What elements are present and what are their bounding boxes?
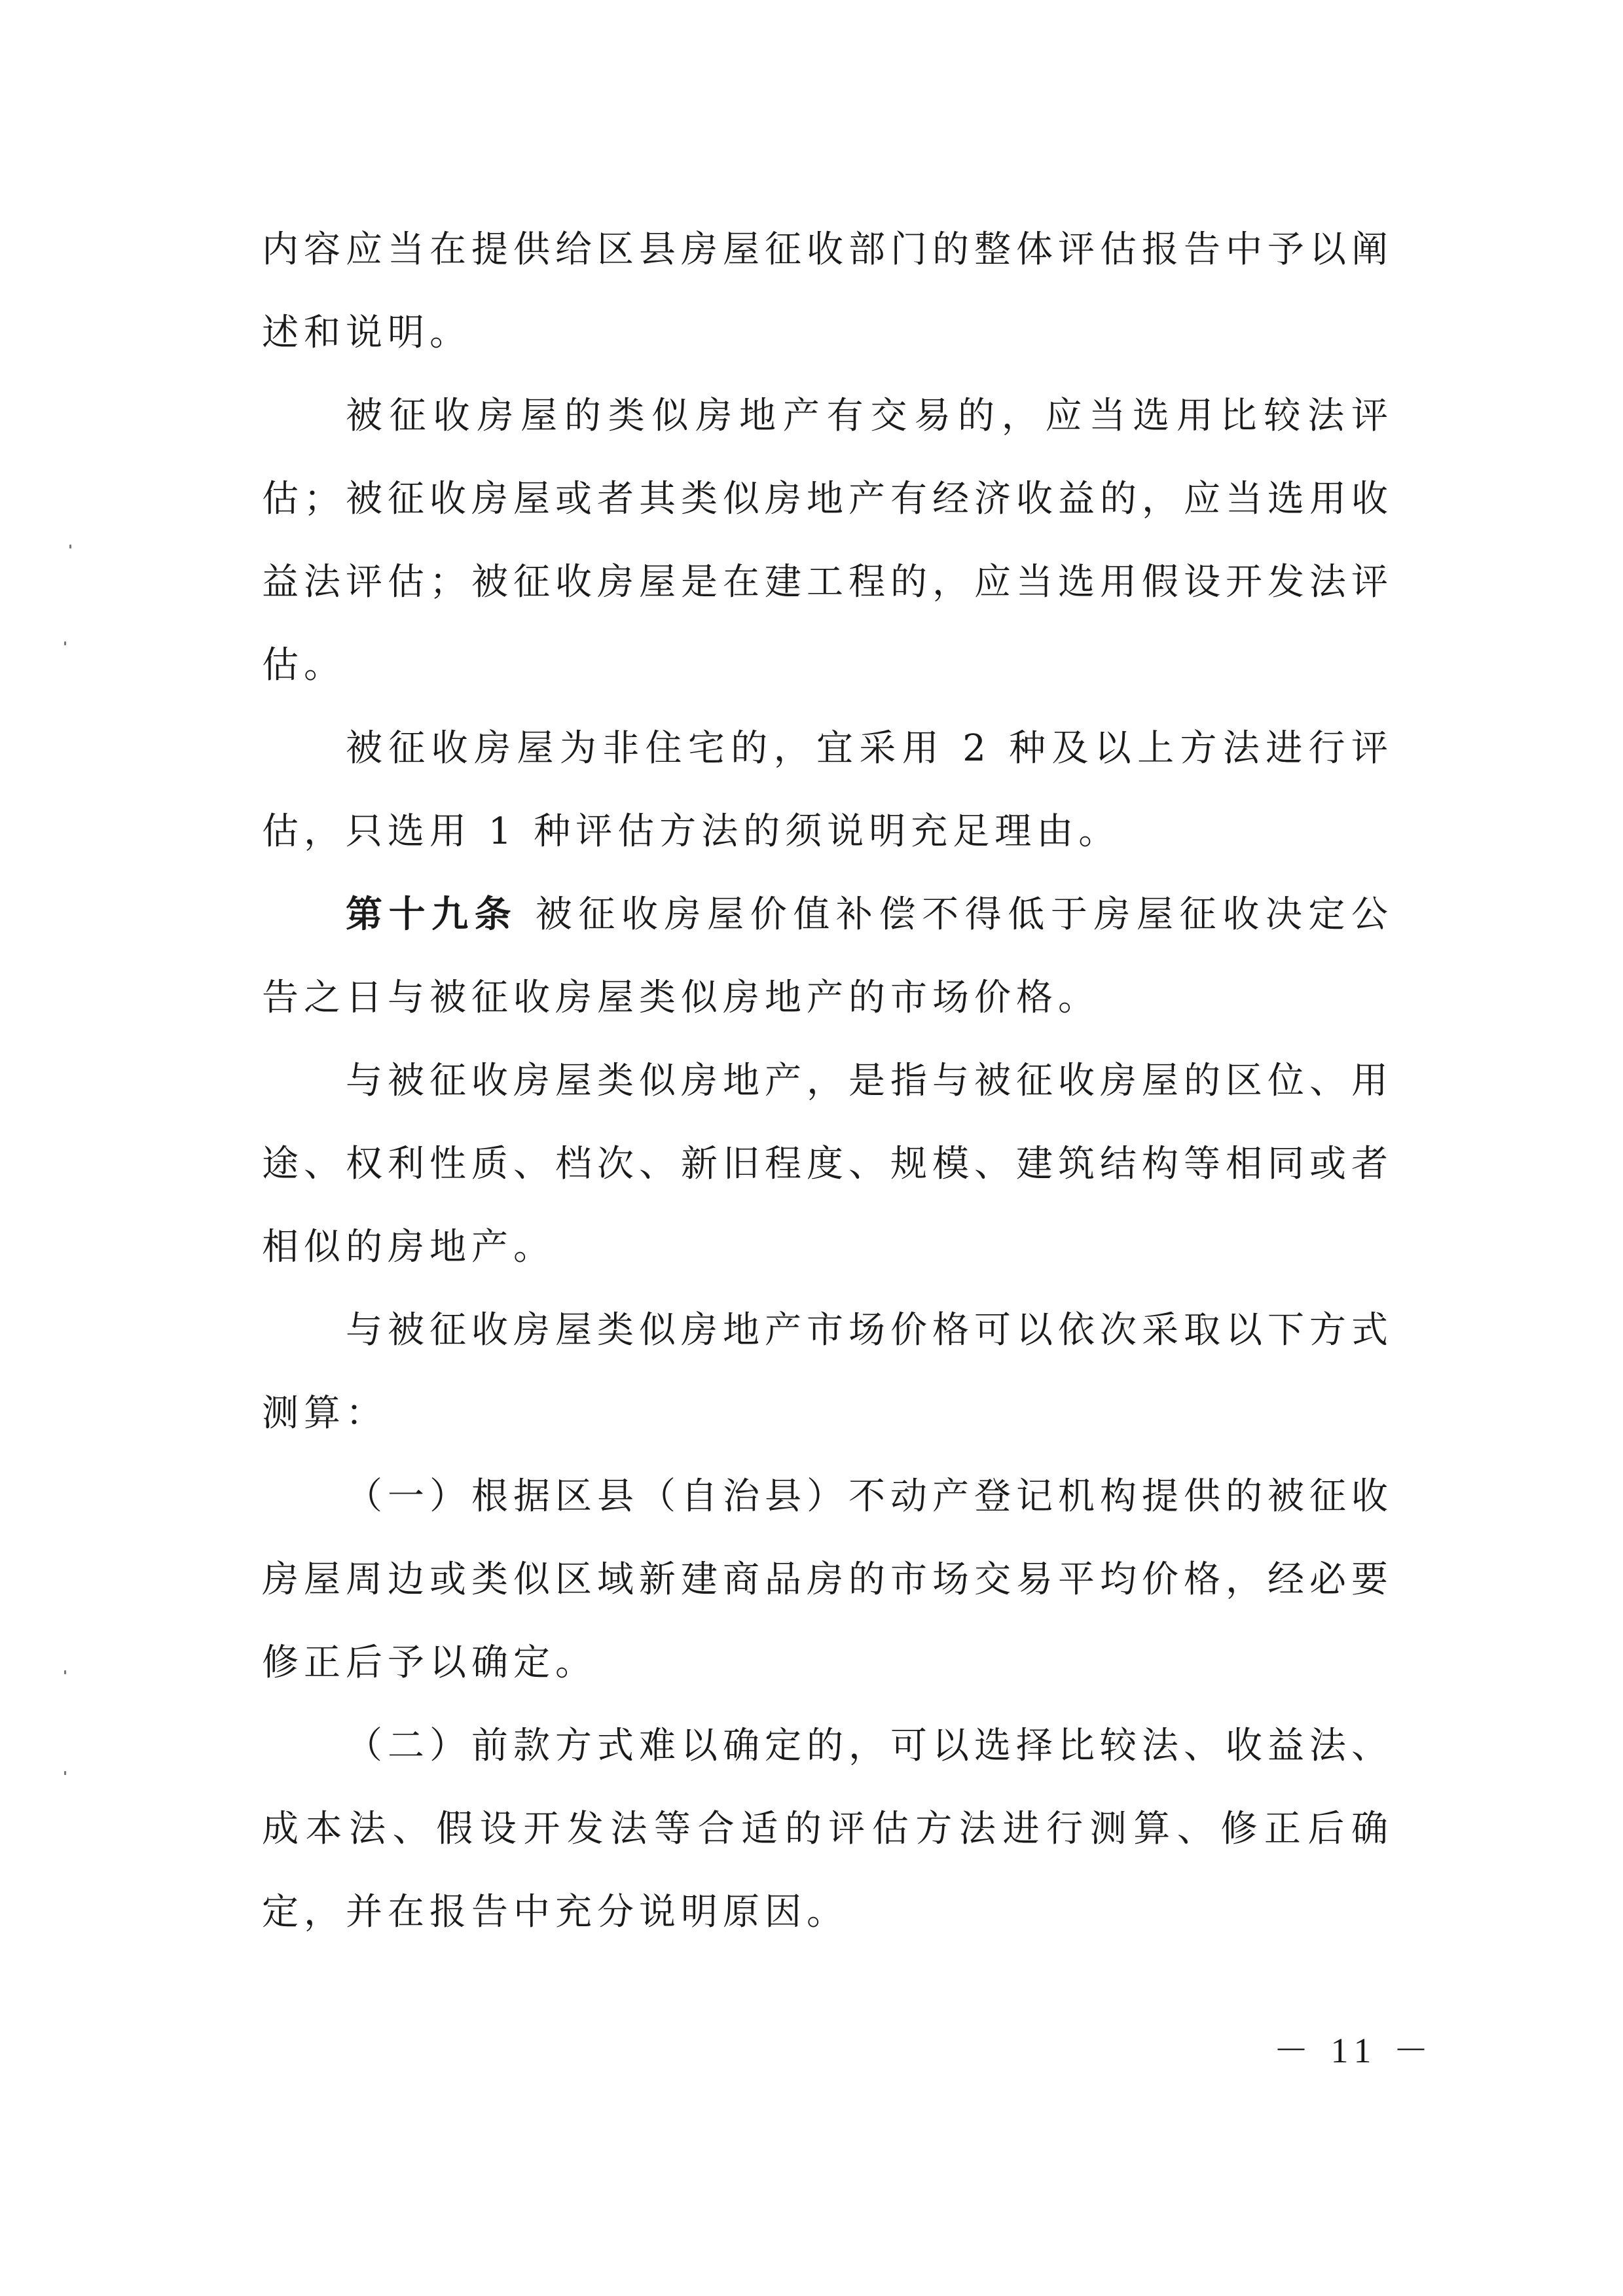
- paragraph-market-price-methods: 与被征收房屋类似房地产市场价格可以依次采取以下方式测算：: [262, 1309, 1393, 1435]
- paragraph-article-19: [262, 873, 1393, 1039]
- paragraph-valuation-methods: 被征收房屋的类似房地产有交易的，应当选用比较法评估；被征收房屋或者其类似房地产有经济收益的，应当选用收益法评估；被征收房屋是在建工程的，应当选用假设开发法评估。: [262, 395, 1393, 687]
- paragraph-item-one: （一）根据区县（自治县）不动产登记机构提供的被征收房屋周边或类似区域新建商品房的市场交易平均价格，经必要修正后予以确定。: [262, 1475, 1393, 1684]
- document-body: [262, 208, 1393, 1954]
- scan-speck: [64, 641, 66, 645]
- scan-speck: [64, 1670, 66, 1674]
- article-title: 第十九条: [346, 893, 518, 936]
- paragraph-non-residential: 被征收房屋为非住宅的，宜采用 2 种及以上方法进行评估，只选用 1 种评估方法的须说明充足理由。: [262, 727, 1393, 853]
- page-number: － 11 －: [1273, 2031, 1435, 2070]
- paragraph-item-two: （二）前款方式难以确定的，可以选择比较法、收益法、成本法、假设开发法等合适的评估方法进行测算、修正后确定，并在报告中充分说明原因。: [262, 1725, 1393, 1933]
- scan-speck: [69, 545, 71, 548]
- paragraph-continuation: 内容应当在提供给区县房屋征收部门的整体评估报告中予以阐述和说明。: [262, 228, 1393, 354]
- scan-speck: [64, 1771, 66, 1775]
- article-19-text: 被征收房屋价值补偿不得低于房屋征收决定公告之日与被征收房屋类似房地产的市场价格。: [262, 893, 1393, 1019]
- paragraph-similar-property-definition: 与被征收房屋类似房地产，是指与被征收房屋的区位、用途、权利性质、档次、新旧程度、规模、建筑结构等相同或者相似的房地产。: [262, 1060, 1393, 1268]
